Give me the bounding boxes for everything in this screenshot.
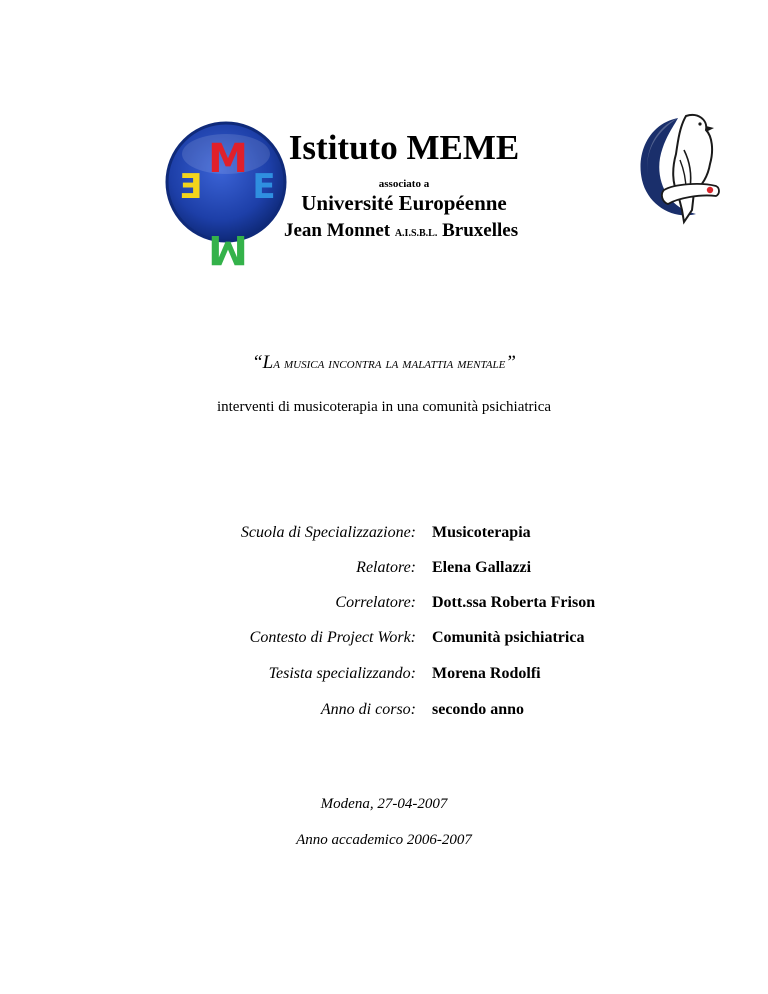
info-value: Musicoterapia [432, 524, 531, 541]
info-label: Anno di corso: [320, 701, 416, 718]
thesis-title-first-letter: L [262, 352, 274, 373]
info-value: Comunità psichiatrica [432, 629, 585, 646]
thesis-title-open-quote: “ [252, 352, 263, 373]
meme-logo-letter-m-top: M [208, 136, 248, 182]
meme-logo-letter-e-right: E [252, 167, 276, 207]
university-name: Université Européenne [301, 191, 507, 215]
thesis-title-close-quote: ” [505, 352, 516, 373]
academic-year: Anno accademico 2006-2007 [296, 832, 472, 848]
info-label: Relatore: [356, 559, 416, 576]
info-row-contesto [0, 629, 768, 653]
university-line2-abbr: A.I.S.B.L. [394, 228, 438, 239]
meme-logo-letter-e-left: E [179, 167, 203, 207]
thesis-subtitle: interventi di musicoterapia in una comunità psichiatrica [216, 399, 552, 415]
info-value: secondo anno [432, 701, 525, 718]
info-value: Dott.ssa Roberta Frison [432, 594, 596, 611]
info-row-anno [0, 701, 768, 725]
info-label: Contesto di Project Work: [249, 629, 416, 646]
dove-with-scroll-icon [634, 110, 730, 228]
info-value: Elena Gallazzi [432, 559, 532, 576]
info-label: Correlatore: [335, 594, 416, 611]
info-label: Tesista specializzando: [268, 665, 416, 682]
thesis-title [160, 352, 608, 374]
place-date: Modena, 27-04-2007 [320, 796, 448, 812]
meme-logo-letter-m-bottom: M [208, 226, 248, 272]
info-value: Morena Rodolfi [432, 665, 541, 682]
university-line2-city: Bruxelles [442, 220, 519, 241]
institute-title: Istituto MEME [288, 128, 520, 167]
info-label: Scuola di Specializzazione: [240, 524, 416, 541]
university-line2-name: Jean Monnet [284, 220, 391, 241]
info-row-tesista [0, 665, 768, 689]
university-location-line [284, 220, 604, 242]
info-row-scuola [0, 524, 768, 548]
info-row-correlatore [0, 594, 768, 618]
associated-label: associato a [378, 178, 430, 190]
info-row-relatore [0, 559, 768, 583]
thesis-title-rest: a musica incontra la malattia mentale [273, 355, 506, 372]
meme-logo [164, 120, 288, 272]
